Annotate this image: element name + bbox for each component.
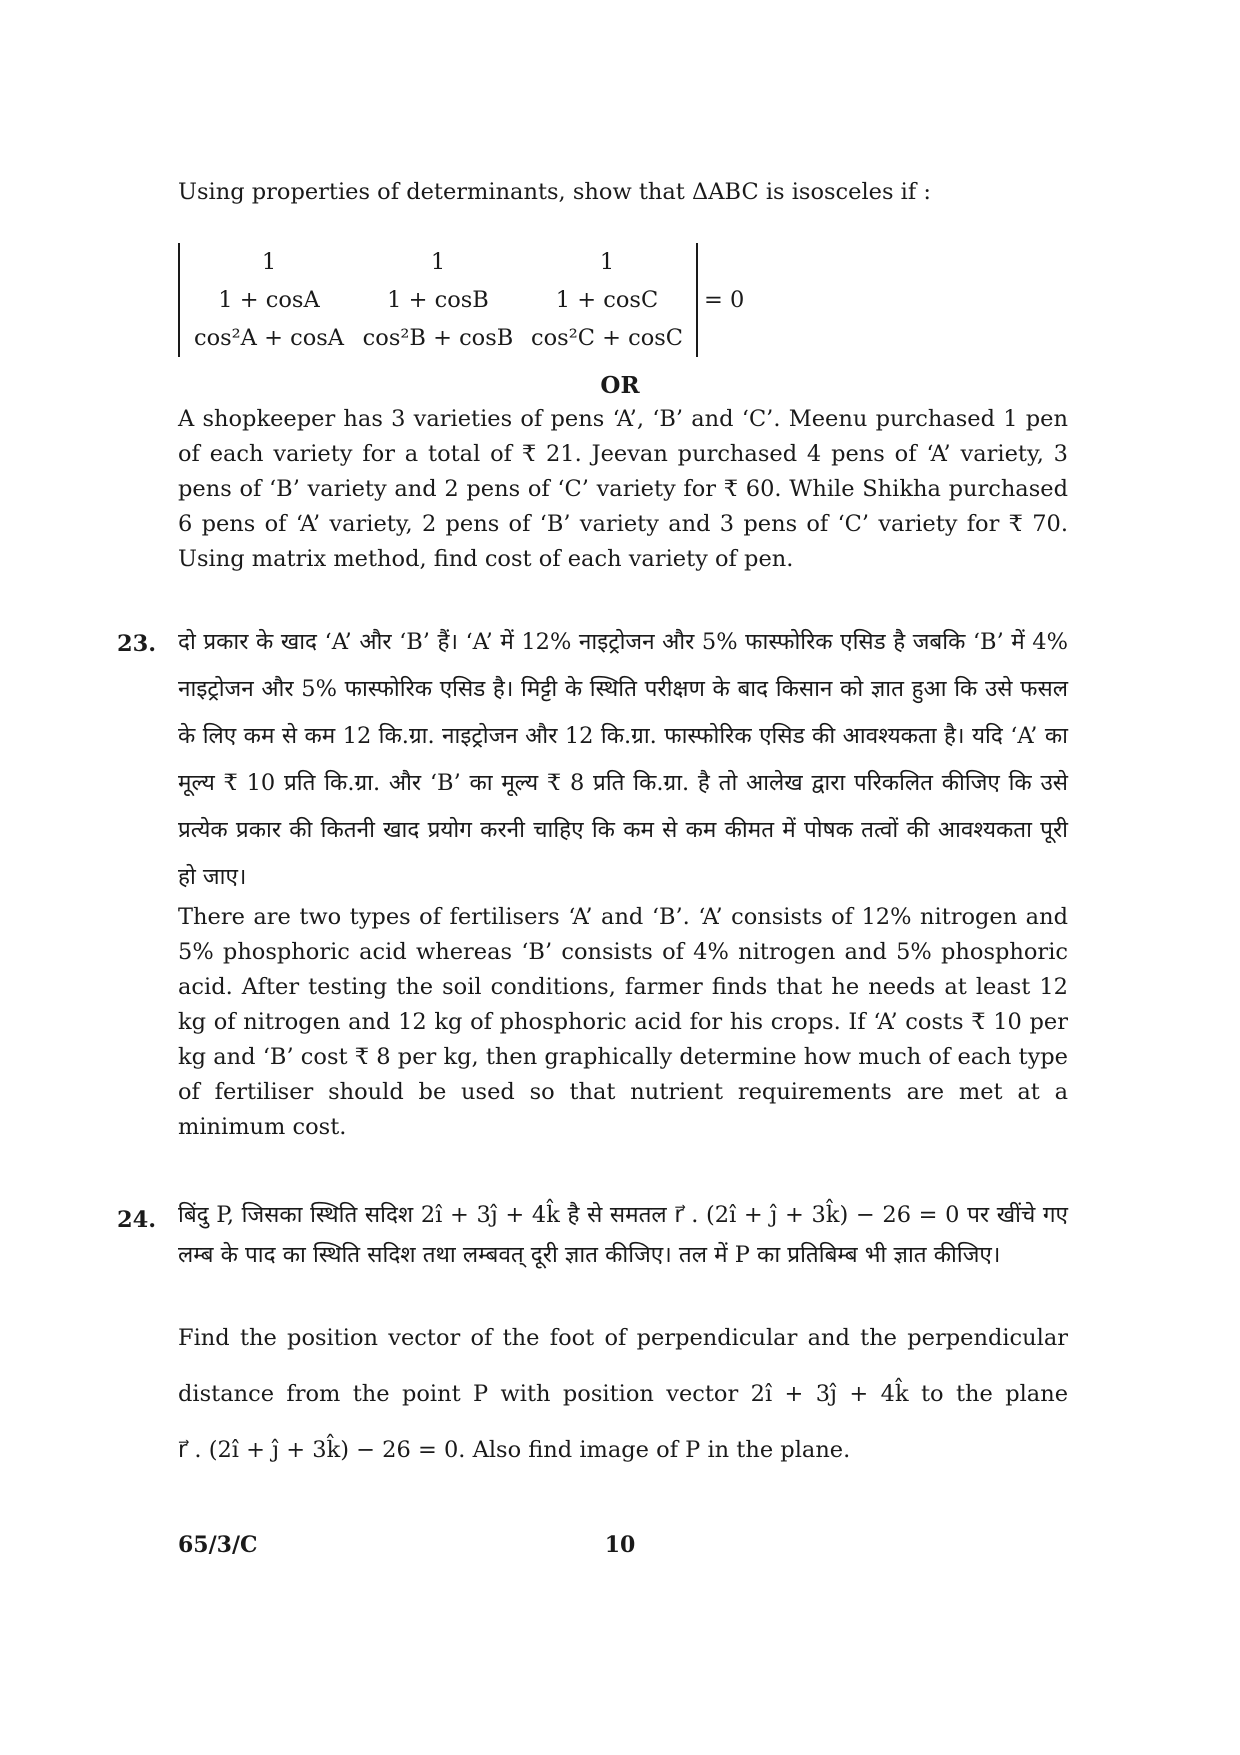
determinant bbox=[178, 243, 698, 357]
q24-hindi-part-a: बिंदु P, जिसका स्थिति सदिश bbox=[178, 1202, 414, 1228]
q23-english: There are two types of fertilisers ‘A’ and ‘B’. ‘A’ consists of 12% nitrogen and 5% phosphoric acid whereas ‘B’ consists of 4% nitrogen and 5% phosphoric acid. After testing the soil conditions, farmer finds that he needs at least 12 kg of nitrogen and 12 kg of phosphoric acid for his crops. If ‘A’ costs ₹ 10 per kg and ‘B’ cost ₹ 8 per kg, then graphically determine how much of each type of fertiliser should be used so that nutrient requirements are met at a minimum cost. bbox=[178, 904, 1068, 1140]
q24-hindi bbox=[178, 1195, 1068, 1275]
q24-hindi-part-b: है से समतल bbox=[567, 1202, 667, 1228]
q22-intro: Using properties of determinants, show that ΔABC is isosceles if : bbox=[178, 179, 931, 205]
det-cell: cos²B + cosB bbox=[362, 325, 514, 351]
plane-equation: r⃗ . (2î + ĵ + 3k̂) − 26 = 0 bbox=[674, 1202, 960, 1228]
det-cell: 1 bbox=[599, 249, 615, 275]
or-separator: OR bbox=[600, 372, 640, 399]
q22-alternative: A shopkeeper has 3 varieties of pens ‘A’, ‘B’ and ‘C’. Meenu purchased 1 pen of each variety for a total of ₹ 21. Jeevan purchased 4 pens of ‘A’ variety, 3 pens of ‘B’ variety and 2 pens of ‘C’ variety for ₹ 60. While Shikha purchased 6 pens of ‘A’ variety, 2 pens of ‘B’ variety and 3 pens of ‘C’ variety for ₹ 70. Using matrix method, find cost of each variety of pen. bbox=[178, 406, 1068, 572]
q24-english-part-c: . Also find image of P in the plane. bbox=[458, 1437, 851, 1463]
det-cell: 1 + cosA bbox=[218, 287, 320, 313]
q24-hindi-part-c: पर खींचे गए लम्ब के पाद का स्थिति सदिश तथा लम्बवत् दूरी ज्ञात कीजिए। तल में P का प्रतिबिम्ब भी ज्ञात कीजिए। bbox=[178, 1202, 1068, 1268]
q24-english-part-a: Find the position vector of the foot of perpendicular and the perpendicular distance from the point P with position vector bbox=[178, 1325, 1068, 1407]
position-vector-p: 2î + 3ĵ + 4k̂ bbox=[420, 1202, 560, 1228]
det-equals: = 0 bbox=[704, 287, 745, 313]
q24-number: 24. bbox=[117, 1207, 157, 1233]
paper-code: 65/3/C bbox=[178, 1532, 258, 1558]
det-cell: 1 + cosC bbox=[555, 287, 659, 313]
q23-number: 23. bbox=[117, 631, 157, 657]
page-number: 10 bbox=[604, 1532, 636, 1558]
det-cell: cos²C + cosC bbox=[531, 325, 683, 351]
q24-english-part-b: to the plane bbox=[921, 1381, 1069, 1407]
det-cell: cos²A + cosA bbox=[193, 325, 345, 351]
det-cell: 1 bbox=[430, 249, 446, 275]
plane-equation: r⃗ . (2î + ĵ + 3k̂) − 26 = 0 bbox=[178, 1437, 459, 1463]
determinant-equation bbox=[178, 240, 744, 360]
q23-hindi: दो प्रकार के खाद ‘A’ और ‘B’ हैं। ‘A’ में 12% नाइट्रोजन और 5% फास्फोरिक एसिड है जबकि ‘B’ में 4% नाइट्रोजन और 5% फास्फोरिक एसिड है। मिट्टी के स्थिति परीक्षण के बाद किसान को ज्ञात हुआ कि उसे फसल के लिए कम से कम 12 कि.ग्रा. नाइट्रोजन और 12 कि.ग्रा. फास्फोरिक एसिड की आवश्यकता है। यदि ‘A’ का मूल्य ₹ 10 प्रति कि.ग्रा. और ‘B’ का मूल्य ₹ 8 प्रति कि.ग्रा. है तो आलेख द्वारा परिकलित कीजिए कि उसे प्रत्येक प्रकार की कितनी खाद प्रयोग करनी चाहिए कि कम से कम कीमत में पोषक तत्वों की आवश्यकता पूरी हो जाए। bbox=[178, 629, 1068, 890]
q24-english bbox=[178, 1310, 1068, 1478]
det-cell: 1 bbox=[261, 249, 277, 275]
det-cell: 1 + cosB bbox=[387, 287, 489, 313]
position-vector-p: 2î + 3ĵ + 4k̂ bbox=[750, 1381, 909, 1407]
